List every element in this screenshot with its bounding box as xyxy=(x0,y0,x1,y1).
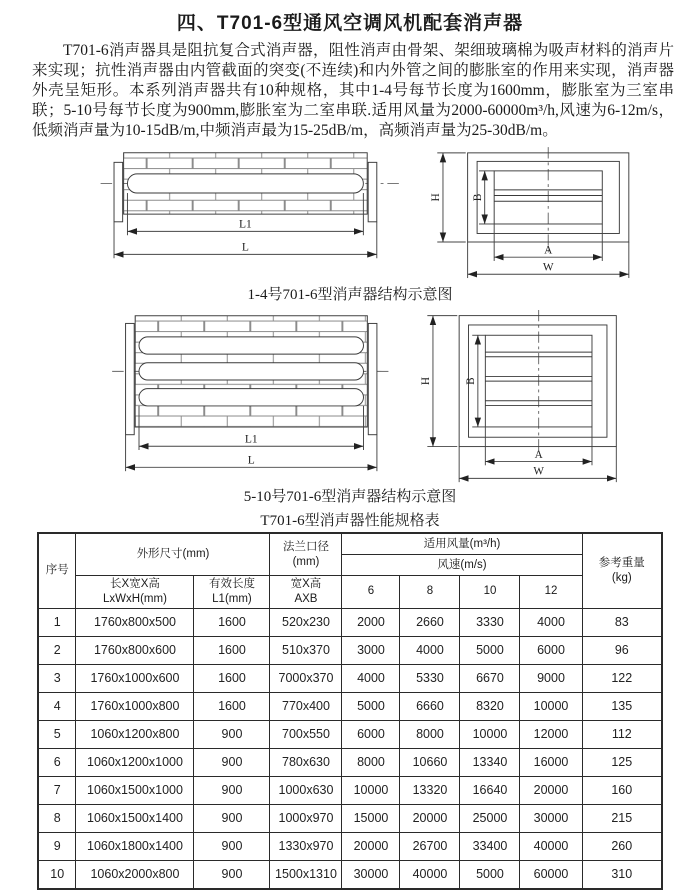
col-header-flange xyxy=(270,533,342,576)
catalog-page xyxy=(0,8,700,890)
silencer-5-10-side-view xyxy=(112,310,402,475)
cell-airflow-12: 9000 xyxy=(520,664,582,692)
cell-serial: 10 xyxy=(38,860,76,889)
col-header-serial: 序号 xyxy=(38,533,76,608)
cell-flange-size: 770x400 xyxy=(270,692,342,720)
col-header-speed-10: 10 xyxy=(460,576,520,609)
cell-airflow-10: 25000 xyxy=(460,804,520,832)
cell-weight: 96 xyxy=(582,636,662,664)
cell-airflow-10: 5000 xyxy=(460,860,520,889)
cell-serial: 1 xyxy=(38,608,76,636)
spec-table-title: T701-6型消声器性能规格表 xyxy=(260,513,440,529)
spec-table xyxy=(37,532,663,890)
cell-serial: 4 xyxy=(38,692,76,720)
cell-airflow-6: 5000 xyxy=(342,692,400,720)
splitter-pill-middle xyxy=(139,363,363,380)
cell-airflow-8: 8000 xyxy=(400,720,460,748)
cell-airflow-6: 15000 xyxy=(342,804,400,832)
cell-effective-length: 900 xyxy=(194,748,270,776)
cell-size: 1060x1200x1000 xyxy=(76,748,194,776)
cell-airflow-10: 8320 xyxy=(460,692,520,720)
cell-airflow-10: 6670 xyxy=(460,664,520,692)
cell-airflow-12: 30000 xyxy=(520,804,582,832)
dim-label-l1: L1 xyxy=(239,218,252,231)
cell-size: 1060x1800x1400 xyxy=(76,832,194,860)
dim-label-a: A xyxy=(534,448,543,461)
table-row xyxy=(38,608,662,636)
cell-airflow-6: 8000 xyxy=(342,748,400,776)
splitter-pill xyxy=(127,174,363,193)
cell-airflow-12: 10000 xyxy=(520,692,582,720)
cell-size: 1060x1200x800 xyxy=(76,720,194,748)
table-row xyxy=(38,692,662,720)
cell-effective-length: 1600 xyxy=(194,692,270,720)
cell-serial: 8 xyxy=(38,804,76,832)
cell-flange-size: 510x370 xyxy=(270,636,342,664)
dim-label-w: W xyxy=(542,261,554,274)
dim-label-l: L xyxy=(247,454,255,467)
cell-airflow-6: 2000 xyxy=(342,608,400,636)
cell-flange-size: 1000x970 xyxy=(270,804,342,832)
spec-table-body xyxy=(38,608,662,889)
cell-airflow-12: 6000 xyxy=(520,636,582,664)
cell-airflow-6: 6000 xyxy=(342,720,400,748)
cell-weight: 160 xyxy=(582,776,662,804)
dim-label-w: W xyxy=(533,465,544,478)
cell-weight: 215 xyxy=(582,804,662,832)
cell-effective-length: 1600 xyxy=(194,636,270,664)
cell-airflow-8: 20000 xyxy=(400,804,460,832)
table-row xyxy=(38,664,662,692)
page-title: 四、T701-6型通风空调风机配套消声器 xyxy=(176,13,524,34)
cell-airflow-10: 13340 xyxy=(460,748,520,776)
cell-airflow-10: 10000 xyxy=(460,720,520,748)
col-header-efflen xyxy=(194,576,270,609)
cell-airflow-6: 10000 xyxy=(342,776,400,804)
cell-airflow-6: 3000 xyxy=(342,636,400,664)
dim-label-l: L xyxy=(241,241,249,254)
cell-size: 1760x800x500 xyxy=(76,608,194,636)
cell-flange-size: 780x630 xyxy=(270,748,342,776)
col-header-speed-12: 12 xyxy=(520,576,582,609)
cell-airflow-8: 26700 xyxy=(400,832,460,860)
cell-airflow-12: 60000 xyxy=(520,860,582,889)
silencer-1-4-side-view xyxy=(100,147,410,264)
intro-paragraph: T701-6消声器具是阻抗复合式消声器，阻性消声由骨架、架细玻璃棉为吸声材料的消声片来实现；抗性消声器由内管截面的突变(不连续)和内外管之间的膨胀室的作用来实现，消声器外壳呈矩形。本系列消声器共有10种规格，其中1-4号每节长度为1600mm，膨胀室为三室串联；5-10号每节长度为900mm,膨胀室为二室串联.适用风量为2000-60000m³/h,风速为6-12m/s，低频消声量为10-15dB/m,中频消声最为15-25dB/m，高频消声量为25-30dB/m。 xyxy=(32,42,674,139)
cell-flange-size: 700x550 xyxy=(270,720,342,748)
cell-airflow-12: 16000 xyxy=(520,748,582,776)
cell-flange-size: 1330x970 xyxy=(270,832,342,860)
col-header-flange-line2: (mm) xyxy=(292,555,320,568)
cell-airflow-8: 2660 xyxy=(400,608,460,636)
cell-airflow-8: 10660 xyxy=(400,748,460,776)
dim-label-h: H xyxy=(420,377,433,386)
col-header-dims-group: 外形尺寸(mm) xyxy=(76,533,270,576)
col-header-speed-6: 6 xyxy=(342,576,400,609)
col-header-size xyxy=(76,576,194,609)
cell-airflow-8: 40000 xyxy=(400,860,460,889)
col-header-efflen-line1: 有效长度 xyxy=(208,578,255,590)
cell-weight: 260 xyxy=(582,832,662,860)
dim-label-l1: L1 xyxy=(244,433,258,446)
table-row xyxy=(38,832,662,860)
cell-airflow-8: 6660 xyxy=(400,692,460,720)
dim-label-b: B xyxy=(471,193,484,202)
figure-1-4 xyxy=(100,147,700,282)
table-row xyxy=(38,636,662,664)
cell-size: 1760x1000x800 xyxy=(76,692,194,720)
col-header-size-line1: 长X宽X高 xyxy=(110,578,160,590)
cell-airflow-12: 12000 xyxy=(520,720,582,748)
cell-effective-length: 900 xyxy=(194,776,270,804)
cell-airflow-10: 16640 xyxy=(460,776,520,804)
cell-flange-size: 520x230 xyxy=(270,608,342,636)
cell-airflow-6: 20000 xyxy=(342,832,400,860)
cell-serial: 2 xyxy=(38,636,76,664)
cell-airflow-6: 4000 xyxy=(342,664,400,692)
cell-weight: 83 xyxy=(582,608,662,636)
splitter-pill-bottom xyxy=(139,389,363,406)
col-header-flange-sub-line1: 宽X高 xyxy=(290,578,322,590)
col-header-weight-line2: (kg) xyxy=(611,571,632,584)
cell-airflow-12: 20000 xyxy=(520,776,582,804)
cell-effective-length: 900 xyxy=(194,804,270,832)
cell-airflow-8: 5330 xyxy=(400,664,460,692)
cell-effective-length: 900 xyxy=(194,720,270,748)
figure-1-caption: 1-4号701-6型消声器结构示意图 xyxy=(247,287,453,303)
cell-airflow-12: 4000 xyxy=(520,608,582,636)
dim-label-h: H xyxy=(430,193,443,202)
silencer-5-10-cross-section xyxy=(414,310,639,484)
flange-right xyxy=(368,323,377,434)
cell-serial: 6 xyxy=(38,748,76,776)
dim-label-a: A xyxy=(544,244,553,257)
cell-weight: 125 xyxy=(582,748,662,776)
cell-size: 1760x1000x600 xyxy=(76,664,194,692)
flange-right xyxy=(368,162,377,221)
col-header-weight-line1: 参考重量 xyxy=(598,557,645,569)
flange-left xyxy=(126,323,135,434)
col-header-size-line2: LxWxH(mm) xyxy=(103,592,167,605)
table-row xyxy=(38,748,662,776)
splitter-pill-top xyxy=(139,337,363,354)
col-header-speed-8: 8 xyxy=(400,576,460,609)
figure-2-caption: 5-10号701-6型消声器结构示意图 xyxy=(243,489,457,505)
cell-size: 1060x1500x1000 xyxy=(76,776,194,804)
silencer-1-4-cross-section xyxy=(424,147,644,282)
cell-airflow-10: 3330 xyxy=(460,608,520,636)
cell-airflow-12: 40000 xyxy=(520,832,582,860)
col-header-weight xyxy=(582,533,662,608)
cell-flange-size: 1500x1310 xyxy=(270,860,342,889)
cell-weight: 122 xyxy=(582,664,662,692)
cell-airflow-10: 5000 xyxy=(460,636,520,664)
cell-flange-size: 1000x630 xyxy=(270,776,342,804)
cell-size: 1060x2000x800 xyxy=(76,860,194,889)
cell-effective-length: 900 xyxy=(194,860,270,889)
cell-serial: 9 xyxy=(38,832,76,860)
col-header-speed-group: 风速(m/s) xyxy=(342,555,582,576)
table-row xyxy=(38,804,662,832)
spec-table-header xyxy=(38,533,662,608)
cell-airflow-6: 30000 xyxy=(342,860,400,889)
flange-left xyxy=(114,162,123,221)
cell-weight: 310 xyxy=(582,860,662,889)
table-row xyxy=(38,720,662,748)
cell-airflow-8: 4000 xyxy=(400,636,460,664)
col-header-efflen-line2: L1(mm) xyxy=(212,592,252,605)
cell-size: 1760x800x600 xyxy=(76,636,194,664)
cell-size: 1060x1500x1400 xyxy=(76,804,194,832)
figure-5-10 xyxy=(112,310,700,484)
cell-effective-length: 1600 xyxy=(194,664,270,692)
cell-effective-length: 1600 xyxy=(194,608,270,636)
table-row xyxy=(38,860,662,889)
cell-weight: 112 xyxy=(582,720,662,748)
table-row xyxy=(38,776,662,804)
cell-airflow-8: 13320 xyxy=(400,776,460,804)
cell-serial: 7 xyxy=(38,776,76,804)
cell-effective-length: 900 xyxy=(194,832,270,860)
cell-weight: 135 xyxy=(582,692,662,720)
cell-flange-size: 7000x370 xyxy=(270,664,342,692)
cell-serial: 3 xyxy=(38,664,76,692)
col-header-flange-sub-line2: AXB xyxy=(294,592,318,605)
cell-airflow-10: 33400 xyxy=(460,832,520,860)
col-header-flange-sub xyxy=(270,576,342,609)
dim-label-b: B xyxy=(465,377,478,385)
col-header-airflow-group: 适用风量(m³/h) xyxy=(342,533,582,555)
col-header-flange-line1: 法兰口径 xyxy=(282,540,329,553)
cell-serial: 5 xyxy=(38,720,76,748)
